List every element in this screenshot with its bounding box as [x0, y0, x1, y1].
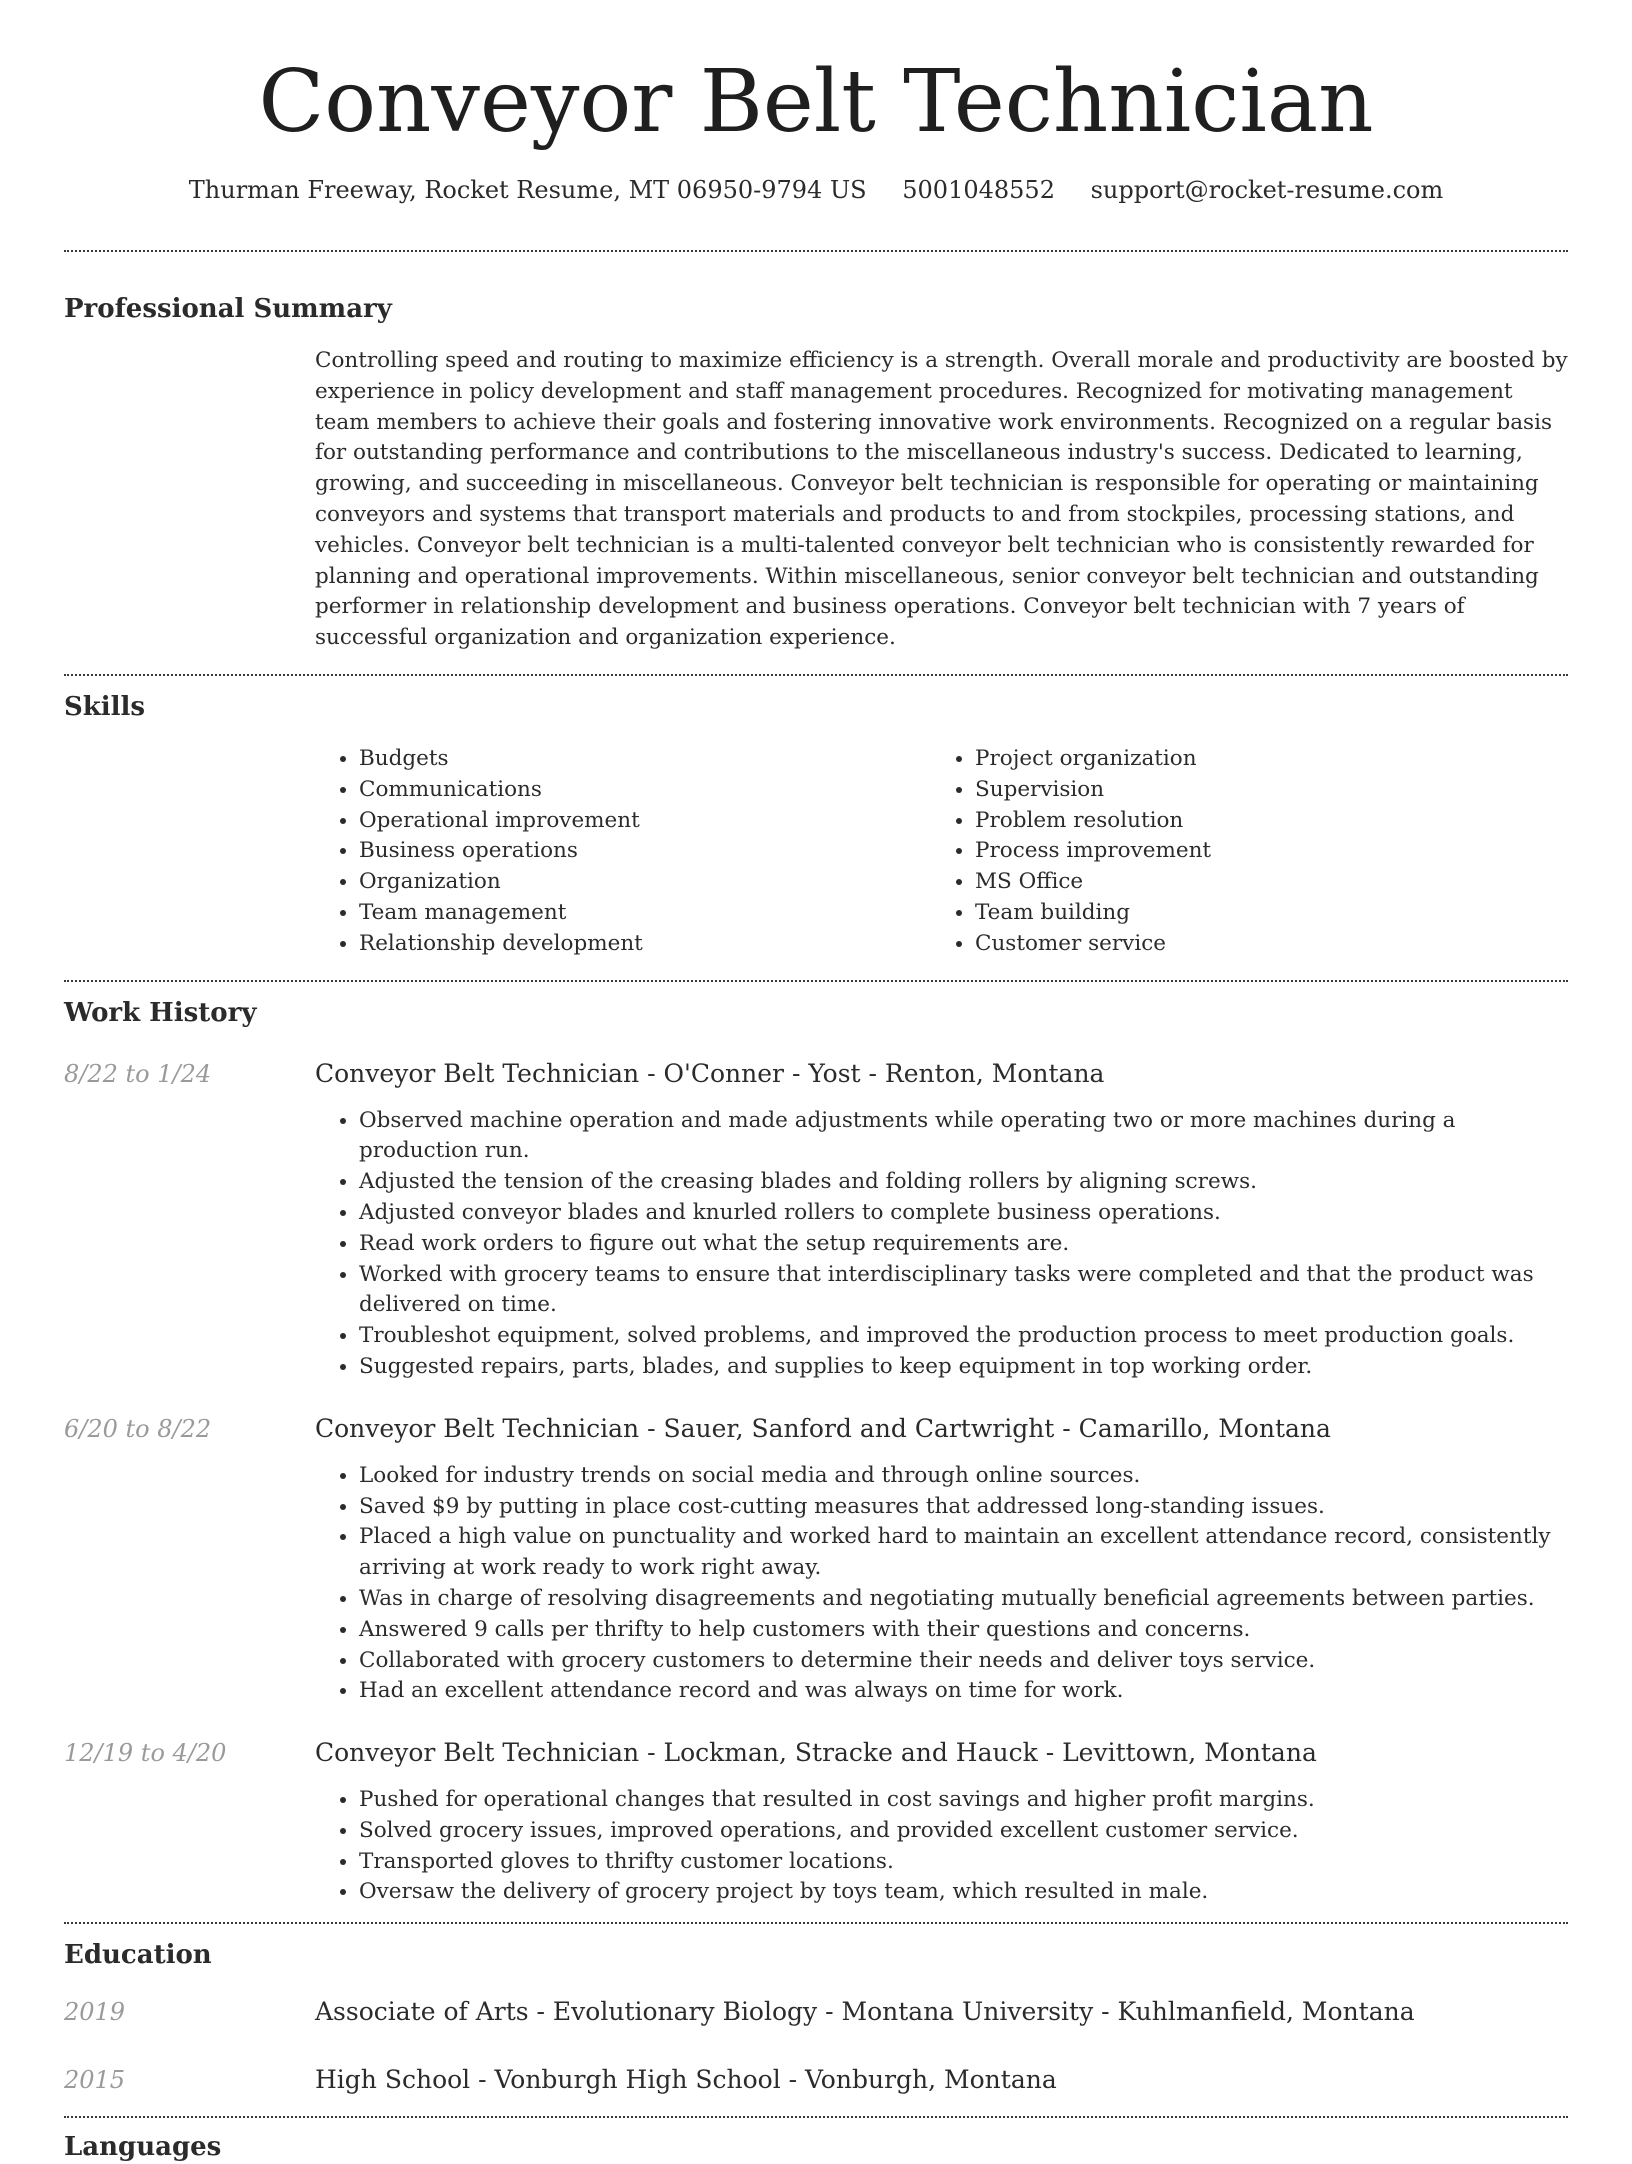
job-bullet: • Oversaw the delivery of grocery project by toys team, which resulted in male. — [359, 1877, 1568, 1908]
job-bullets — [315, 1785, 1568, 1908]
skill-item: • MS Office — [975, 867, 1211, 898]
job-bullet: • Looked for industry trends on social media and through online sources. — [359, 1461, 1568, 1492]
contact-email: support@rocket-resume.com — [1090, 176, 1444, 204]
job-bullet: • Transported gloves to thrifty customer locations. — [359, 1847, 1568, 1878]
skill-item: • Organization — [359, 867, 931, 898]
job-bullet: • Solved grocery issues, improved operations, and provided excellent customer service. — [359, 1816, 1568, 1847]
section-title-work-history: Work History — [64, 997, 257, 1028]
skill-item: • Communications — [359, 775, 931, 806]
skill-item: • Team management — [359, 898, 931, 929]
job-heading: Conveyor Belt Technician - Lockman, Stracke and Hauck - Levittown, Montana — [315, 1738, 1317, 1768]
job-bullet: • Saved $9 by putting in place cost-cutting measures that addressed long-standing issues. — [359, 1492, 1568, 1523]
job-bullet: • Was in charge of resolving disagreements and negotiating mutually beneficial agreements between parties. — [359, 1584, 1568, 1615]
section-divider — [64, 980, 1568, 982]
skill-item: • Business operations — [359, 836, 931, 867]
skill-item: • Supervision — [975, 775, 1211, 806]
section-title-education: Education — [64, 1940, 212, 1971]
contact-line — [64, 174, 1568, 206]
education-entry — [64, 1996, 1568, 2028]
job-bullet: • Adjusted conveyor blades and knurled rollers to complete business operations. — [359, 1198, 1568, 1229]
skill-item: • Problem resolution — [975, 806, 1211, 837]
job-bullet: • Adjusted the tension of the creasing blades and folding rollers by aligning screws. — [359, 1167, 1568, 1198]
section-divider — [64, 674, 1568, 676]
skills-column-right — [931, 744, 1211, 960]
job-bullet: • Had an excellent attendance record and was always on time for work. — [359, 1676, 1568, 1707]
skill-item: • Process improvement — [975, 836, 1211, 867]
job-date: 12/19 to 4/20 — [64, 1739, 227, 1768]
job-bullets — [315, 1461, 1568, 1707]
skill-item: • Relationship development — [359, 929, 931, 960]
resume-title: Conveyor Belt Technician — [258, 52, 1374, 152]
section-divider — [64, 1922, 1568, 1924]
education-entry — [64, 2064, 1568, 2096]
skill-item: • Project organization — [975, 744, 1211, 775]
job-bullet: • Placed a high value on punctuality and worked hard to maintain an excellent attendance record, consistently arriving at work ready to work right away. — [359, 1522, 1568, 1584]
job-entry — [64, 1413, 1568, 1707]
section-title-languages: Languages — [64, 2132, 222, 2163]
job-bullet: • Worked with grocery teams to ensure that interdisciplinary tasks were completed and that the product was delivered on time. — [359, 1260, 1568, 1322]
job-bullets — [315, 1106, 1568, 1383]
skill-item: • Team building — [975, 898, 1211, 929]
education-heading: High School - Vonburgh High School - Vonburgh, Montana — [315, 2065, 1057, 2095]
skill-item: • Budgets — [359, 744, 931, 775]
job-bullet: • Observed machine operation and made adjustments while operating two or more machines during a production run. — [359, 1106, 1568, 1168]
job-date: 6/20 to 8/22 — [64, 1414, 212, 1443]
job-heading: Conveyor Belt Technician - O'Conner - Yost - Renton, Montana — [315, 1058, 1105, 1088]
job-bullet: • Suggested repairs, parts, blades, and supplies to keep equipment in top working order. — [359, 1352, 1568, 1383]
skills-list — [315, 744, 1568, 960]
job-entry — [64, 1737, 1568, 1908]
education-year: 2019 — [64, 1998, 126, 2027]
skill-item: • Customer service — [975, 929, 1211, 960]
job-bullet: • Troubleshot equipment, solved problems, and improved the production process to meet production goals. — [359, 1321, 1568, 1352]
summary-text: Controlling speed and routing to maximize efficiency is a strength. Overall morale and productivity are boosted by experience in policy development and staff management procedures. Recognized for motivating management team members to achieve their goals and fostering innovative work environments. Recognized on a regular basis for outstanding performance and contributions to the miscellaneous industry's success. Dedicated to learning, growing, and succeeding in miscellaneous. Conveyor belt technician is responsible for operating or maintaining conveyors and systems that transport materials and products to and from stockpiles, processing stations, and vehicles. Conveyor belt technician is a multi-talented conveyor belt technician who is consistently rewarded for planning and operational improvements. Within miscellaneous, senior conveyor belt technician and outstanding performer in relationship development and business operations. Conveyor belt technician with 7 years of successful organization and organization experience. — [315, 348, 1568, 651]
education-heading: Associate of Arts - Evolutionary Biology - Montana University - Kuhlmanfield, Montana — [315, 1997, 1415, 2027]
section-divider — [64, 250, 1568, 252]
job-entry — [64, 1058, 1568, 1383]
resume-page — [64, 0, 1568, 2164]
job-heading: Conveyor Belt Technician - Sauer, Sanford and Cartwright - Camarillo, Montana — [315, 1413, 1331, 1443]
skills-column-left — [315, 744, 931, 960]
education-year: 2015 — [64, 2066, 126, 2095]
contact-phone: 5001048552 — [902, 176, 1055, 204]
section-title-summary: Professional Summary — [64, 294, 392, 324]
job-bullet: • Answered 9 calls per thrifty to help customers with their questions and concerns. — [359, 1615, 1568, 1646]
job-date: 8/22 to 1/24 — [64, 1059, 212, 1088]
section-divider — [64, 2116, 1568, 2118]
job-bullet: • Read work orders to figure out what the setup requirements are. — [359, 1229, 1568, 1260]
job-bullet: • Pushed for operational changes that resulted in cost savings and higher profit margins. — [359, 1785, 1568, 1816]
contact-address: Thurman Freeway, Rocket Resume, MT 06950-9794 US — [188, 176, 867, 204]
section-title-skills: Skills — [64, 691, 146, 722]
job-bullet: • Collaborated with grocery customers to determine their needs and deliver toys service. — [359, 1646, 1568, 1677]
skill-item: • Operational improvement — [359, 806, 931, 837]
